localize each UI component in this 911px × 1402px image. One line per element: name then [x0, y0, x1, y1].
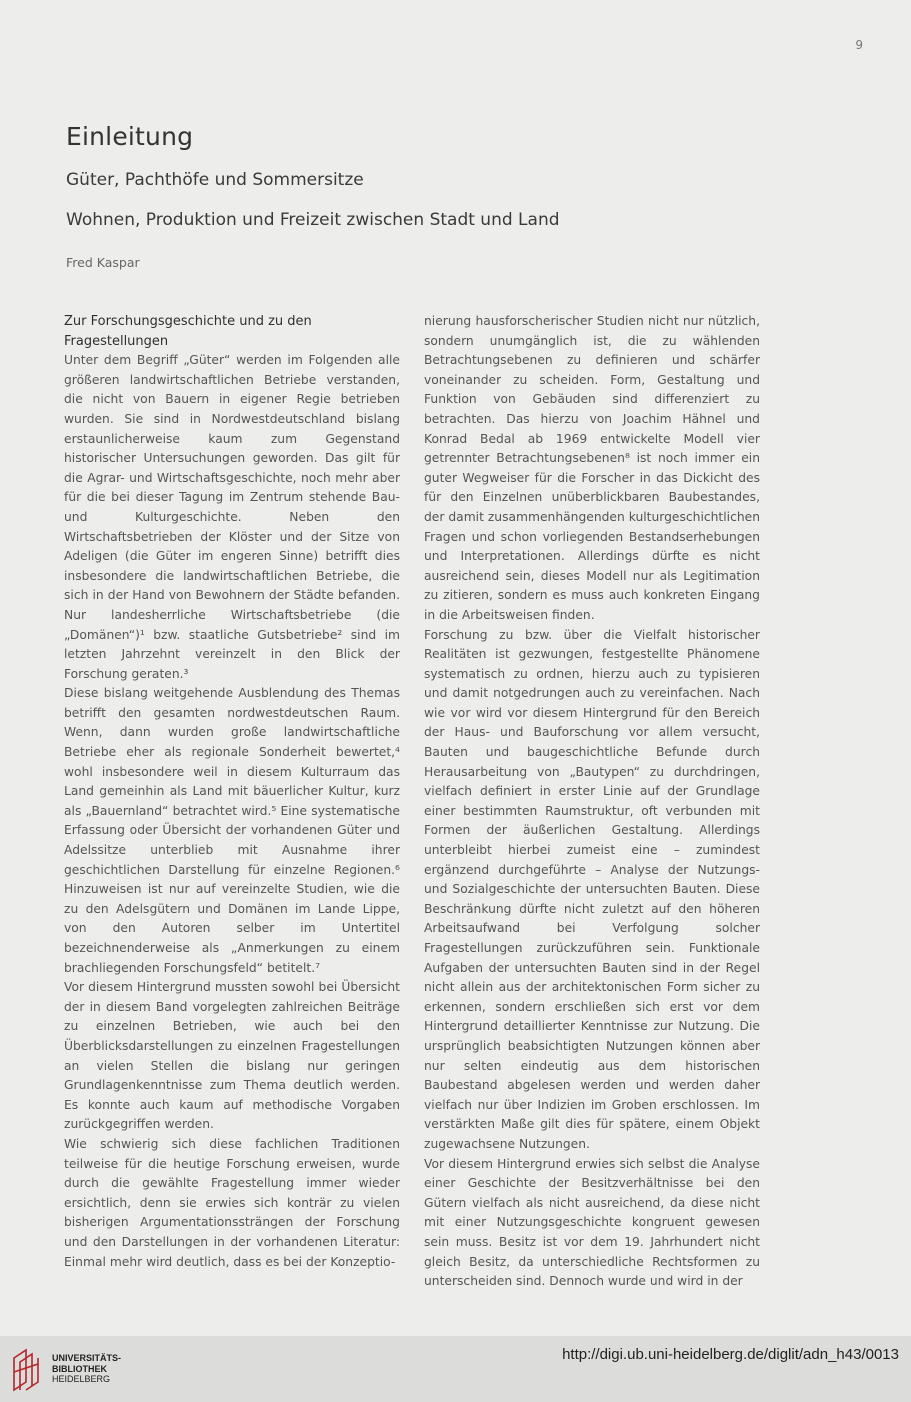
- paragraph: nierung hausforscherischer Studien nicht nur nützlich, sondern unumgänglich ist, die zu wählenden Betrachtungsebenen zu definieren und schärfer voneinander zu scheiden. Form, Gestaltung und Funktion von Gebäuden sind differenziert zu betrachten. Das hierzu von Joachim Hähnel und Konrad Bedal ab 1969 entwickelte Modell vier getrennter Betrachtungsebenen⁸ ist noch immer ein guter Wegweiser für die Forscher in das Dickicht des für den Einzelnen unüberblickbaren Baubestandes, der damit zusammenhängenden kulturgeschichtlichen Fragen und schon vorliegenden Bestandserhebungen und Interpretationen. Allerdings dürfte es nicht ausreichend sein, dieses Modell nur als Legitimation zu zitieren, sondern es muss auch konkreten Eingang in die Arbeitsweisen finden.: [424, 314, 760, 622]
- chapter-subtitle: Güter, Pachthöfe und Sommersitze: [66, 170, 364, 190]
- chapter-title: Einleitung: [66, 122, 194, 151]
- chapter-subtitle-secondary: Wohnen, Produktion und Freizeit zwischen Stadt und Land: [66, 210, 560, 230]
- paragraph: Unter dem Begriff „Güter“ werden im Folgenden alle größeren landwirtschaftlichen Betriebe verstanden, die nicht von Bauern in eigener Regie betrieben wurden. Sie sind in Nordwestdeutschland bislang erstaunlicherweise kaum zum Gegenstand historischer Untersuchungen geworden. Das gilt für die Agrar- und Wirtschaftsgeschichte, noch mehr aber für die bei dieser Tagung im Zentrum stehende Bau- und Kulturgeschichte. Neben den Wirtschaftsbetrieben der Klöster und der Sitze von Adeligen (die Güter im engeren Sinne) betrifft dies insbesondere die landwirtschaftlichen Betriebe, die sich in der Hand von Bewohnern der Städte befanden. Nur landesherrliche Wirtschaftsbetriebe (die „Domänen“)¹ bzw. staatliche Gutsbetriebe² sind im letzten Jahrzehnt vereinzelt in den Blick der Forschung geraten.³: [64, 353, 400, 681]
- section-heading: Zur Forschungsgeschichte und zu den Fragestellungen: [64, 314, 312, 349]
- text-column-right: [424, 312, 760, 1292]
- page-number: 9: [855, 38, 863, 52]
- library-name: [52, 1353, 121, 1385]
- library-name-line: BIBLIOTHEK: [52, 1363, 107, 1374]
- paragraph: Forschung zu bzw. über die Vielfalt historischer Realitäten ist gezwungen, festgestellte Phänomene systematisch zu ordnen, hierzu auch zu typisieren und damit notgedrungen auch zu vereinfachen. Nach wie vor wird vor diesem Hintergrund für den Bereich der Haus- und Bauforschung vor allem versucht, Bauten und baugeschichtliche Befunde durch Herausarbeitung von „Bautypen“ zu durchdringen, vielfach definiert in erster Linie auf der Grundlage einer bestimmten Raumstruktur, oft verbunden mit Formen der äußerlichen Gestaltung. Allerdings unterbleibt hierbei zumeist eine – zumindest ergänzend durchgeführte – Analyse der Nutzungs- und Sozialgeschichte der untersuchten Bauten. Diese Beschränkung dürfte nicht zuletzt auf den höheren Arbeitsaufwand bei Verfolgung solcher Fragestellungen zurückzuführen sein. Funktionale Aufgaben der untersuchten Bauten sind in der Regel nicht allein aus der architektonischen Form sicher zu erkennen, sondern erschließen sich erst vor dem Hintergrund detaillierter Kenntnisse zur Nutzung. Die ursprünglich beabsichtigten Nutzungen können aber nur selten eindeutig aus dem historischen Baubestand abgelesen werden und werden daher vielfach nur über Indizien im Groben erschlossen. Im verstärkten Maße gilt dies für spätere, einem Objekt zugewachsene Nutzungen.: [424, 627, 760, 1151]
- library-logo-strokes: [14, 1350, 38, 1390]
- paragraph: Vor diesem Hintergrund erwies sich selbst die Analyse einer Geschichte der Besitzverhältnisse bei den Gütern vielfach als nicht ausreichend, da diese nicht mit einer Nutzungsgeschichte kongruent gewesen sein muss. Besitz ist vor dem 19. Jahrhundert nicht gleich Besitz, da unterschiedliche Rechtsformen zu unterscheiden sind. Dennoch wurde und wird in der: [424, 1156, 760, 1289]
- author-name: Fred Kaspar: [66, 255, 140, 270]
- library-name-line: HEIDELBERG: [52, 1374, 111, 1384]
- paragraph: Wie schwierig sich diese fachlichen Traditionen teilweise für die heutige Forschung erweisen, wurde durch die gewählte Fragestellung immer wieder ersichtlich, denn sie erwies sich konträr zu vielen bisherigen Argumentationssträngen der Forschung und den Darstellungen in der vorhandenen Literatur: Einmal mehr wird deutlich, dass es bei der Konzeptio-: [64, 1136, 400, 1269]
- library-logo-icon: [10, 1346, 46, 1392]
- paragraph: Diese bislang weitgehende Ausblendung des Themas betrifft den gesamten nordwestdeutschen Raum. Wenn, dann wurden große landwirtschaftliche Betriebe eher als regionale Sonderheit bewertet,⁴ wohl insbesondere weil in diesem Kulturraum das Land gemeinhin als Land mit bäuerlicher Kultur, kurz als „Bauernland“ betrachtet wird.⁵ Eine systematische Erfassung oder Übersicht der vorhandenen Güter und Adelssitze unterblieb mit Ausnahme ihrer geschichtlichen Darstellung für einzelne Regionen.⁶ Hinzuweisen ist nur auf vereinzelte Studien, wie die zu den Adelsgütern und Domänen im Lande Lippe, von den Autoren selber im Untertitel bezeichnenderweise als „Anmerkungen zu einem brachliegenden Forschungsfeld“ betitelt.⁷: [64, 686, 400, 975]
- viewer-footer: [0, 1336, 911, 1402]
- library-name-line: UNIVERSITÄTS-: [52, 1353, 122, 1363]
- paragraph: Vor diesem Hintergrund mussten sowohl bei Übersicht der in diesem Band vorgelegten zahlreichen Beiträge zu einzelnen Betrieben, wie auch bei den Überblicksdarstellungen zu einzelnen Fragestellungen an vielen Stellen die bislang nur geringen Grundlagenkenntnisse zum Thema deutlich werden. Es konnte auch kaum auf methodische Vorgaben zurückgegriffen werden.: [64, 980, 400, 1132]
- source-url-link[interactable]: http://digi.ub.uni-heidelberg.de/diglit/adn_h43/0013: [562, 1346, 899, 1363]
- text-column-left: [64, 312, 400, 1272]
